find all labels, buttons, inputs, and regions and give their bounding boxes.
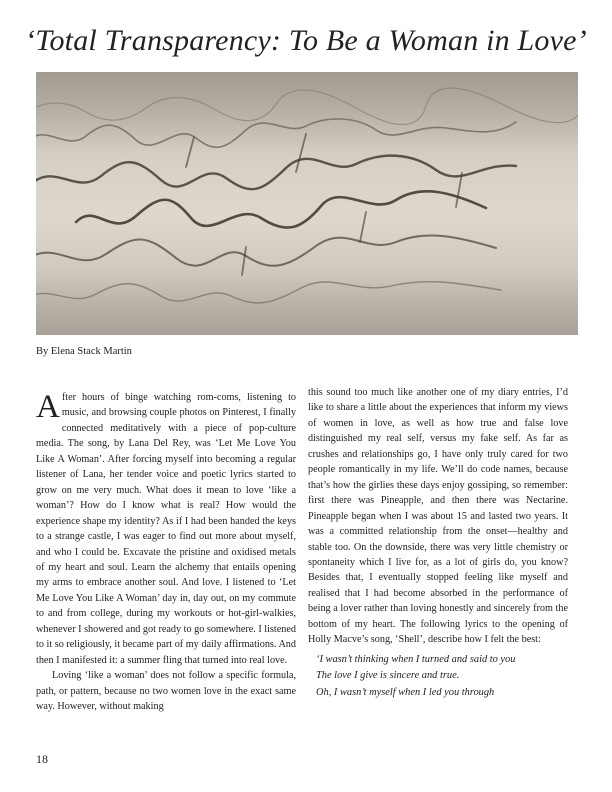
article-column-left — [36, 390, 296, 715]
page-number: 18 — [36, 752, 48, 766]
drop-cap: A — [36, 389, 60, 425]
lyrics-quote — [316, 652, 568, 702]
lyric-line: The love I give is sincere and true. — [316, 670, 460, 682]
lyric-line: Oh, I wasn’t myself when I led you through — [316, 686, 495, 698]
article-column-right — [308, 385, 568, 701]
lyric-line: ‘I wasn’t thinking when I turned and said to you — [316, 653, 516, 665]
paragraph — [36, 390, 296, 668]
paragraph-text: fter hours of binge watching rom-coms, listening to music, and browsing couple photos on Pinterest, I finally connected meditatively with a piece of pop-culture media. The song, by Lana Del Rey, was ‘Let Me Love You Like A Woman’. After forcing myself into becoming a regular listener of Lana, her tender voice and poetic lyrics started to grow on me very much. What does it mean to love ‘like a woman’? How do I know what is real? How would the experience shape my identity? As if I had been handed the keys to a strange castle, I was eager to find out more about myself, and who I could be. Excavate the pristine and oxidised metals of my heart and soul. Learn the alchemy that entails opening my arms to embrace another soul. And love. I listened to ‘Let Me Love You Like A Woman’ day in, day out, on my commute to and from college, during my workouts or hot-girl-walkies, whenever I showered and got ready to go somewhere. I listened to it so religiously, it became part of my daily affirmations. And then I manifested it: a summer fling that turned into real love. — [36, 392, 296, 666]
article-title: ‘Total Transparency: To Be a Woman in Love’ — [25, 24, 587, 57]
byline: By Elena Stack Martin — [36, 346, 132, 357]
handwritten-letter-photo — [36, 72, 578, 335]
paragraph: Loving ‘like a woman’ does not follow a specific formula, path, or pattern, because no two women love in the exact same way. However, without making — [36, 670, 296, 713]
paragraph: this sound too much like another one of my diary entries, I’d like to share a little about the experiences that inform my views of women in love, as well as how true and false love distinguished my real self, versus my fake self. As far as crushes and relationships go, I have only truly cared for two people romantically in my life. We’ll do code names, because that’s how the girlies these days enjoy gossiping, so remember: first there was Pineapple, and then there was Nectarine. Pineapple began when I was about 15 and lasted two years. It was a committed relationship from the onset—healthy and stable too. On the downside, there was very little chemistry or spontaneity which I live for, as a lot of girls do, you know? Besides that, I eventually stopped feeling like myself and realised that I had become absorbed in the performance of being a lover rather than loving honestly and sincerely from the bottom of my heart. The following lyrics to the opening of Holly Macve’s song, ‘Shell’, describe how I felt the best: — [308, 387, 568, 646]
